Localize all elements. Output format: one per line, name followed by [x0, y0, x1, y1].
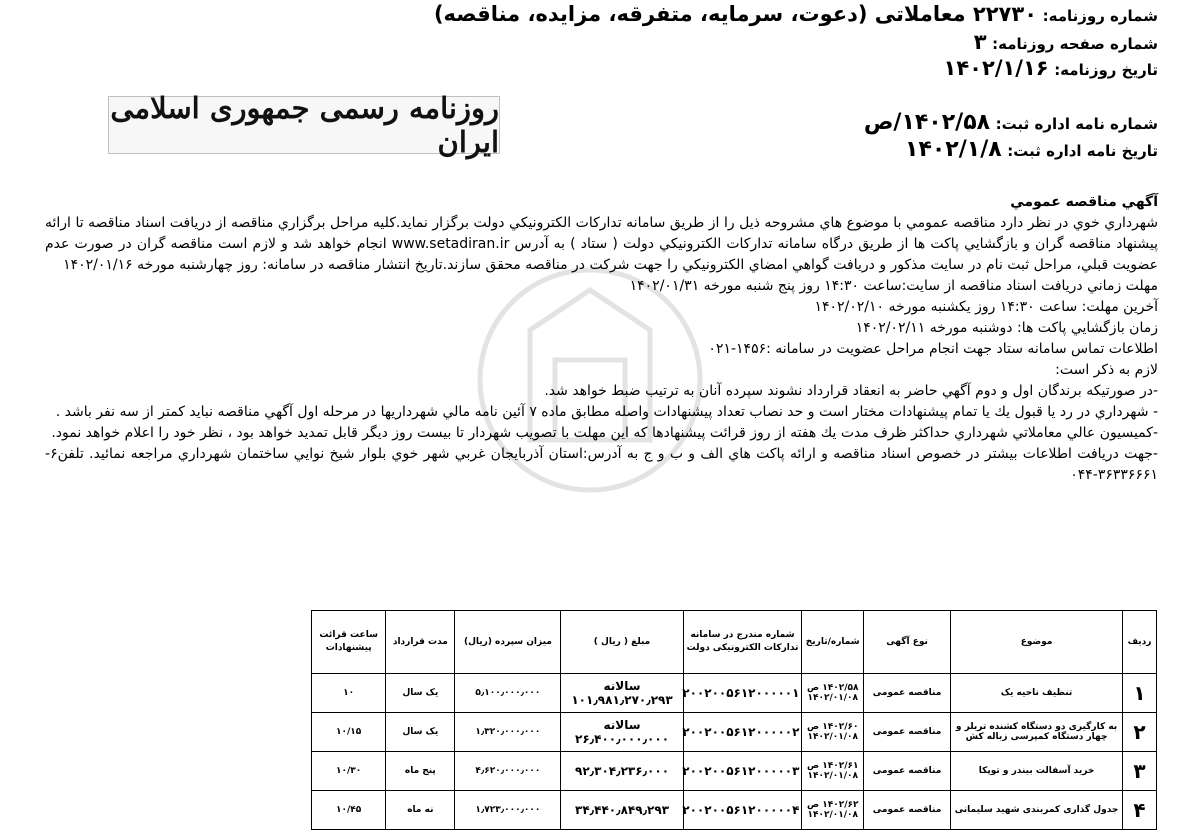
column-header: شماره مندرج در سامانه تدارکات الکترونیکی دولت	[683, 611, 802, 674]
duration-cell: پنج ماه	[386, 752, 455, 791]
tender-table	[311, 610, 1157, 830]
number-date-cell: ۱۴۰۲/۶۱ ص ۱۴۰۲/۰۱/۰۸	[802, 752, 864, 791]
amount-cell: سالانه ۱۰۱٫۹۸۱٫۲۷۰٫۲۹۳	[561, 674, 683, 713]
subject-cell: تنظیف ناحیه یک	[951, 674, 1123, 713]
notice-paragraph: زمان بازگشايي پاكت ها: دوشنبه مورخه ۱۴۰۲/۰۲/۱۱	[855, 320, 1158, 336]
deposit-cell: ۱٫۷۲۳٫۰۰۰٫۰۰۰	[455, 791, 561, 830]
page-number: شماره صفحه روزنامه: ۳	[973, 30, 1158, 54]
ad-type-cell: مناقصه عمومی	[864, 674, 951, 713]
notice-paragraph: - شهرداري در رد يا قبول يك يا تمام پيشنهادات مختار است و حد نصاب تعداد پيشنهادات واصله مطابق ماده ۷ آئين نامه مالي شهرداريها در مرحله اول آگهي مناقصه نبايد كمتر از سه نفر باشد .	[55, 404, 1158, 420]
notice-paragraph: مهلت زماني دريافت اسناد مناقصه از سايت:ساعت ۱۴:۳۰ روز پنج شنبه مورخه ۱۴۰۲/۰۱/۳۱	[629, 278, 1158, 294]
newspaper-number: شماره روزنامه: ۲۲۷۳۰ معاملاتی (دعوت، سرمایه، متفرقه، مزایده، مناقصه)	[433, 2, 1158, 26]
number-date-cell: ۱۴۰۲/۵۸ ص ۱۴۰۲/۰۱/۰۸	[802, 674, 864, 713]
column-header: موضوع	[951, 611, 1123, 674]
registration-letter-number: شماره نامه اداره ثبت: ۱۴۰۲/۵۸/ص	[863, 110, 1158, 135]
column-header: مبلغ ( ریال )	[561, 611, 683, 674]
ad-type-cell: مناقصه عمومی	[864, 713, 951, 752]
column-header: ساعت قرائت پیشنهادات	[312, 611, 386, 674]
notice-paragraph: آخرين مهلت: ساعت ۱۴:۳۰ روز يكشنبه مورخه ۱۴۰۲/۰۲/۱۰	[814, 299, 1158, 315]
notice-paragraph: لازم به ذكر است:	[1055, 362, 1158, 378]
number-date-cell: ۱۴۰۲/۶۲ ص ۱۴۰۲/۰۱/۰۸	[802, 791, 864, 830]
notice-paragraph: -كميسيون عالي معاملاتي شهرداري حداكثر ظرف مدت يك هفته از روز قرائت پيشنهادها كه اين مهلت با تصويب شهردار تا بيست روز ديگر قابل تمديد خواهد بود ، نظر خود را اعلام خواهد نمود.	[51, 425, 1158, 441]
amount-cell: سالانه ۲۶٫۴۰۰٫۰۰۰٫۰۰۰	[561, 713, 683, 752]
tender-notice	[45, 192, 1158, 486]
ad-type-cell: مناقصه عمومی	[864, 791, 951, 830]
newspaper-date: تاریخ روزنامه: ۱۴۰۲/۱/۱۶	[943, 56, 1158, 80]
ad-type-cell: مناقصه عمومی	[864, 752, 951, 791]
table-row	[312, 752, 1157, 791]
column-header: مدت قرارداد	[386, 611, 455, 674]
table-row	[312, 791, 1157, 830]
setad-number-cell: ۲۰۰۲۰۰۵۶۱۲۰۰۰۰۰۴	[683, 791, 802, 830]
notice-paragraph: اطلاعات تماس سامانه ستاد جهت انجام مراحل عضويت در سامانه :۱۴۵۶-۰۲۱	[708, 341, 1158, 357]
registration-letter-date: تاریخ نامه اداره ثبت: ۱۴۰۲/۱/۸	[905, 137, 1158, 162]
duration-cell: یک سال	[386, 674, 455, 713]
amount-cell: ۳۴٫۴۴۰٫۸۴۹٫۲۹۳	[561, 791, 683, 830]
notice-paragraph: شهرداري خوي در نظر دارد مناقصه عمومي با موضوع هاي مشروحه ذيل را از طريق سامانه تداركات الكترونيكي دولت برگزار نمايد.كليه مراحل برگزاري مناقصه از دريافت اسناد مناقصه تا ارائه پيشنهاد مناقصه گران و بازگشايي پاكت ها از طريق درگاه سامانه تداركات الكترونيكي دولت ( ستاد ) به آدرس www.setadiran.ir انجام خواهد شد و لازم است مناقصه گران در صورت عدم عضويت قبلي، مراحل ثبت نام در سايت مذكور و دريافت گواهي امضاي الكترونيكي را جهت شركت در مناقصه محقق سازند.تاريخ انتشار مناقصه در سامانه: روز چهارشنبه مورخه ۱۴۰۲/۰۱/۱۶	[45, 215, 1158, 273]
table-row	[312, 674, 1157, 713]
row-number: ۳	[1123, 752, 1157, 791]
setad-number-cell: ۲۰۰۲۰۰۵۶۱۲۰۰۰۰۰۱	[683, 674, 802, 713]
opening-time-cell: ۱۰/۳۰	[312, 752, 386, 791]
row-number: ۴	[1123, 791, 1157, 830]
row-number: ۱	[1123, 674, 1157, 713]
subject-cell: جدول گذاری کمربندی شهید سلیمانی	[951, 791, 1123, 830]
row-number: ۲	[1123, 713, 1157, 752]
official-gazette-logo: روزنامه رسمی جمهوری اسلامی ایران	[108, 96, 500, 154]
opening-time-cell: ۱۰/۴۵	[312, 791, 386, 830]
column-header: نوع آگهی	[864, 611, 951, 674]
column-header: میزان سپرده (ریال)	[455, 611, 561, 674]
notice-paragraph: -جهت دريافت اطلاعات بيشتر در خصوص اسناد مناقصه و ارائه پاكت هاي الف و ب و ج به آدرس:استان آذربايجان غربي شهر خوي بلوار شيخ نوايي ساختمان شهرداري مراجعه نمائيد. تلفن۶- ۳۶۳۳۶۶۶۱-۰۴۴	[45, 446, 1158, 483]
duration-cell: یک سال	[386, 713, 455, 752]
notice-title: آگهي مناقصه عمومي	[1010, 194, 1158, 210]
amount-cell: ۹۲٫۳۰۴٫۲۳۶٫۰۰۰	[561, 752, 683, 791]
opening-time-cell: ۱۰	[312, 674, 386, 713]
notice-paragraph: -در صورتيكه برندگان اول و دوم آگهي حاضر به انعقاد قرارداد نشوند سپرده آنان به ترتيب ضبط خواهد شد.	[544, 383, 1158, 399]
column-header: شماره/تاریخ	[802, 611, 864, 674]
deposit-cell: ۴٫۶۲۰٫۰۰۰٫۰۰۰	[455, 752, 561, 791]
setad-number-cell: ۲۰۰۲۰۰۵۶۱۲۰۰۰۰۰۳	[683, 752, 802, 791]
table-row	[312, 713, 1157, 752]
subject-cell: به کارگیری دو دستگاه کشنده تریلر و چهار دستگاه کمپرسی زباله کش	[951, 713, 1123, 752]
setad-number-cell: ۲۰۰۲۰۰۵۶۱۲۰۰۰۰۰۲	[683, 713, 802, 752]
number-date-cell: ۱۴۰۲/۶۰ ص ۱۴۰۲/۰۱/۰۸	[802, 713, 864, 752]
deposit-cell: ۵٫۱۰۰٫۰۰۰٫۰۰۰	[455, 674, 561, 713]
table-header-row	[312, 611, 1157, 674]
opening-time-cell: ۱۰/۱۵	[312, 713, 386, 752]
column-header: ردیف	[1123, 611, 1157, 674]
subject-cell: خرید آسفالت بیندر و توپکا	[951, 752, 1123, 791]
deposit-cell: ۱٫۳۲۰٫۰۰۰٫۰۰۰	[455, 713, 561, 752]
duration-cell: نه ماه	[386, 791, 455, 830]
